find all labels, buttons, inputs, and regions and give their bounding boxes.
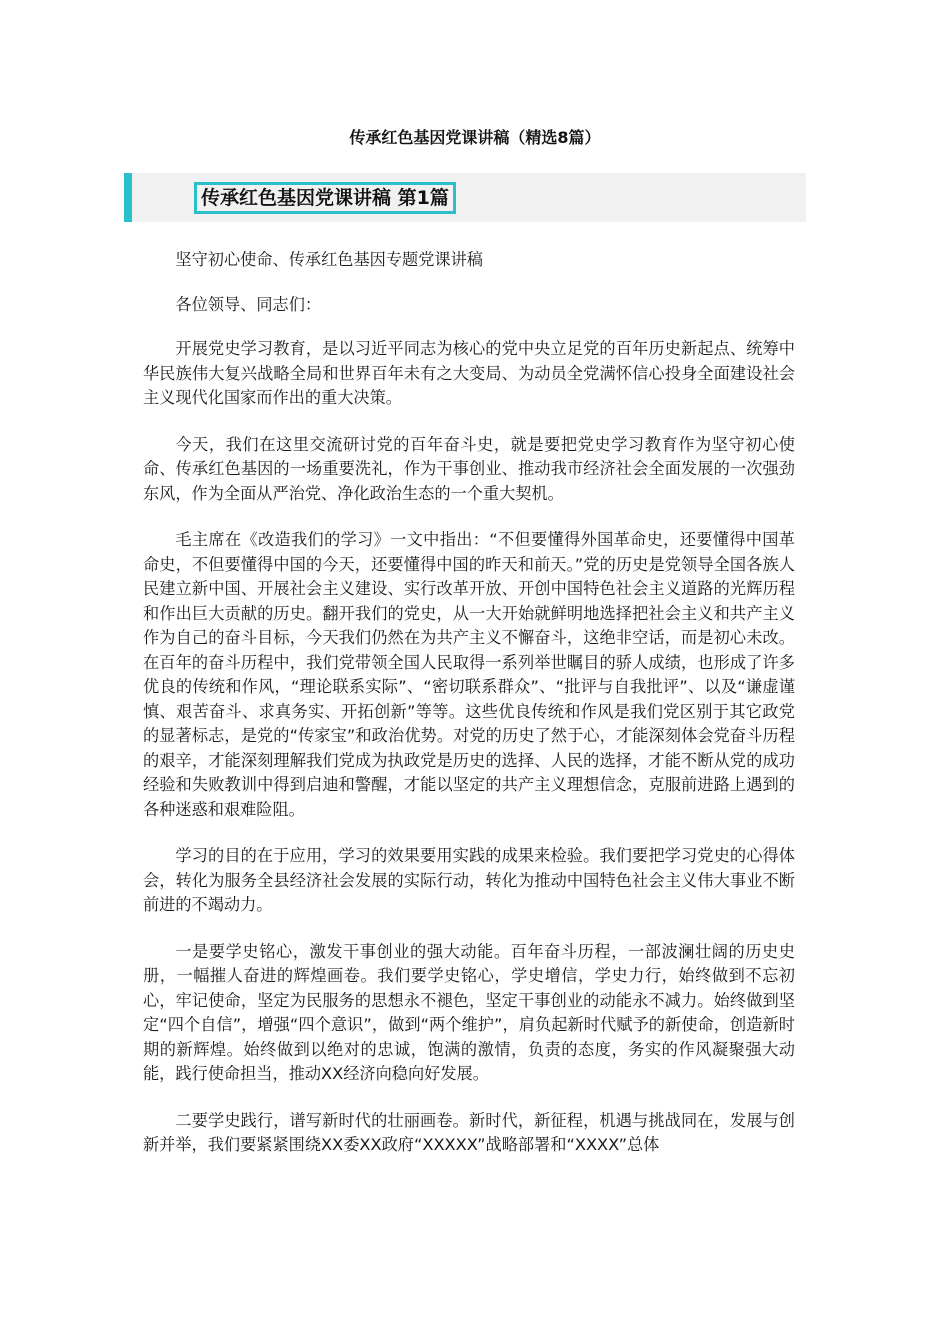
paragraph-salutation: 各位领导、同志们： [175,294,322,314]
paragraph: 学习的目的在于应用，学习的效果要用实践的成果来检验。我们要把学习党史的心得体会，转化为服务全县经济社会发展的实际行动，转化为推动中国特色社会主义伟大事业不断前进的不竭动力。 [143,846,795,914]
section-heading-box [194,182,456,214]
section-heading: 传承红色基因党课讲稿 第1篇 [201,187,449,209]
paragraph: 开展党史学习教育，是以习近平同志为核心的党中央立足党的百年历史新起点、统筹中华民族伟大复兴战略全局和世界百年未有之大变局、为动员全党满怀信心投身全面建设社会主义现代化国家而作出的重大决策。 [143,339,795,407]
document-body [143,248,795,1180]
document-title: 传承红色基因党课讲稿（精选8篇） [349,128,601,147]
paragraph: 一是要学史铭心，激发干事创业的强大动能。百年奋斗历程，一部波澜壮阔的历史史册，一幅摧人奋进的辉煌画卷。我们要学史铭心，学史增信，学史力行，始终做到不忘初心，牢记使命，坚定为民服务的思想永不褪色，坚定干事创业的动能永不减力。始终做到坚定“四个自信”，增强“四个意识”，做到“两个维护”，肩负起新时代赋予的新使命，创造新时期的新辉煌。始终做到以绝对的忠诚，饱满的激情，负责的态度，务实的作风凝聚强大动能，践行使命担当，推动XX经济向稳向好发展。 [143,941,795,1083]
paragraph: 今天，我们在这里交流研讨党的百年奋斗史，就是要把党史学习教育作为坚守初心使命、传承红色基因的一场重要洗礼，作为干事创业、推动我市经济社会全面发展的一次强劲东风，作为全面从严治党、净化政治生态的一个重大契机。 [143,434,795,503]
banner-accent-bar [124,173,132,222]
paragraph-subtitle: 坚守初心使命、传承红色基因专题党课讲稿 [175,250,483,269]
paragraph: 毛主席在《改造我们的学习》一文中指出：“不但要懂得外国革命史，还要懂得中国革命史，不但要懂得中国的今天，还要懂得中国的昨天和前天。”党的历史是党领导全国各族人民建立新中国、开展社会主义建设、实行改革开放、开创中国特色社会主义道路的光辉历程和作出巨大贡献的历史。翻开我们的党史，从一大开始就鲜明地选择把社会主义和共产主义作为自己的奋斗目标，今天我们仍然在为共产主义不懈奋斗，这绝非空话，而是初心未改。在百年的奋斗历程中，我们党带领全国人民取得一系列举世瞩目的骄人成绩，也形成了许多优良的传统和作风，“理论联系实际”、“密切联系群众”、“批评与自我批评”、以及“谦虚谨慎、艰苦奋斗、求真务实、开拓创新”等等。这些优良传统和作风是我们党区别于其它政党的显著标志，是党的“传家宝”和政治优势。对党的历史了然于心，才能深刻体会党奋斗历程的艰辛，才能深刻理解我们党成为执政党是历史的选择、人民的选择，才能不断从党的成功经验和失败教训中得到启迪和警醒，才能以坚定的共产主义理想信念，克服前进路上遇到的各种迷惑和艰难险阻。 [143,530,795,819]
paragraph: 二要学史践行，谱写新时代的壮丽画卷。新时代，新征程，机遇与挑战同在，发展与创新并举，我们要紧紧围绕XX委XX政府“XXXXX”战略部署和“XXXX”总体 [143,1110,795,1154]
section-banner [124,173,806,222]
